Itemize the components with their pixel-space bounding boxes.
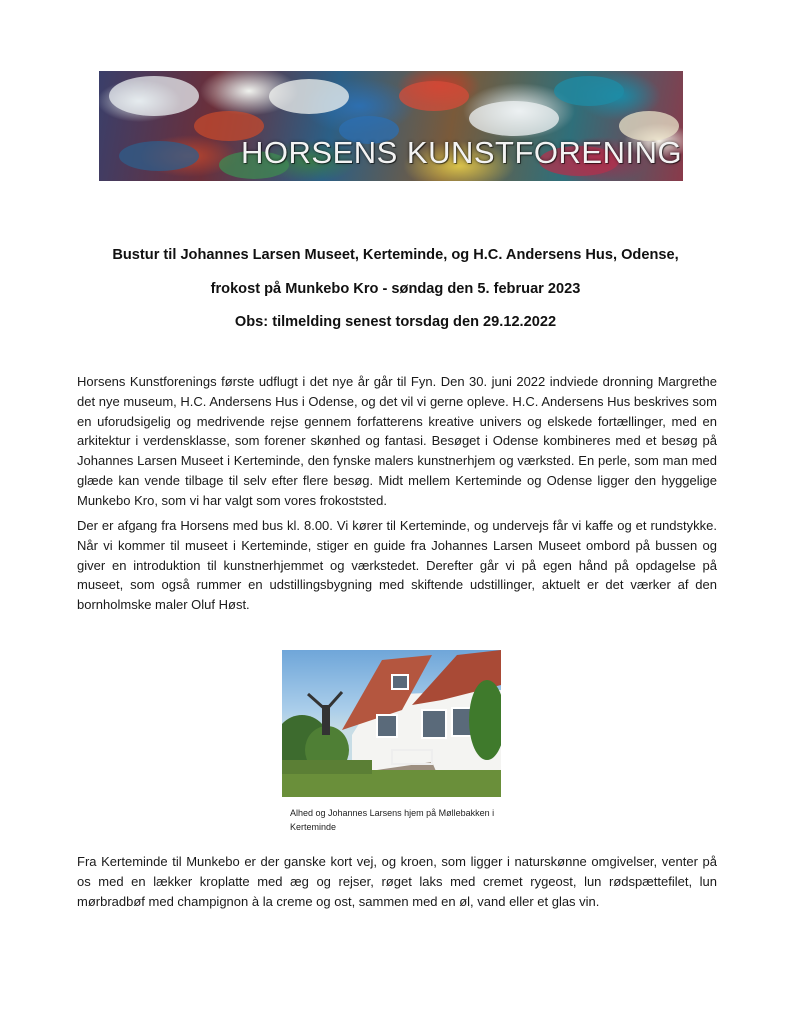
paragraph-lunch: Fra Kerteminde til Munkebo er der ganske kort vej, og kroen, som ligger i naturskønne omgivelser, venter på os med en lækker kroplatte med æg og rejser, røget laks med cremet rygeost, lun rødspættefilet, lun mørbradbøf med champignon à la creme og ost, sammen med en øl, vand eller et glas vin. xyxy=(77,854,717,909)
banner-image xyxy=(99,71,683,181)
heading-line-2: frokost på Munkebo Kro - søndag den 5. februar 2023 xyxy=(210,281,581,297)
banner-title: HORSENS KUNSTFORENING xyxy=(241,135,683,170)
heading-line-1: Bustur til Johannes Larsen Museet, Kerteminde, og H.C. Andersens Hus, Odense, xyxy=(112,247,679,263)
photo-caption: Alhed og Johannes Larsens hjem på Møllebakken i Kerteminde xyxy=(290,808,495,832)
paragraph-intro: Horsens Kunstforenings første udflugt i det nye år går til Fyn. Den 30. juni 2022 indviede dronning Margrethe det nye museum, H.C. Andersens Hus i Odense, og det vil vi gerne opleve. H.C. Andersens Hus beskrives som en uforudsigelig og medrivende rejse gennem forfatterens kreative univers og elskede fortællinger, med en arkitektur i verdensklasse, som forener skønhed og fantasi. Besøget i Odense kombineres med et besøg på Johannes Larsen Museet i Kerteminde, den fynske malers kunstnerhjem og værksted. En perle, som man med glæde kan vende tilbage til selv efter flere besøg. Midt mellem Kerteminde og Odense ligger den hyggelige Munkebo Kro, som vi har valgt som vores frokoststed. xyxy=(77,374,717,508)
heading-line-3: Obs: tilmelding senest torsdag den 29.12.2022 xyxy=(234,314,557,330)
house-photo xyxy=(282,650,501,797)
paragraph-itinerary: Der er afgang fra Horsens med bus kl. 8.00. Vi kører til Kerteminde, og undervejs får vi kaffe og et rundstykke. Når vi kommer til museet i Kerteminde, stiger en guide fra Johannes Larsen Museet ombord på bussen og giver en introduktion til kunstnerhjemmet og værkstedet. Derefter går vi på egen hånd på opdagelse på museet, som også rummer en udstillingsbygning med skiftende udstillinger, aktuelt er det værker af den bornholmske maler Oluf Høst. xyxy=(77,518,717,613)
